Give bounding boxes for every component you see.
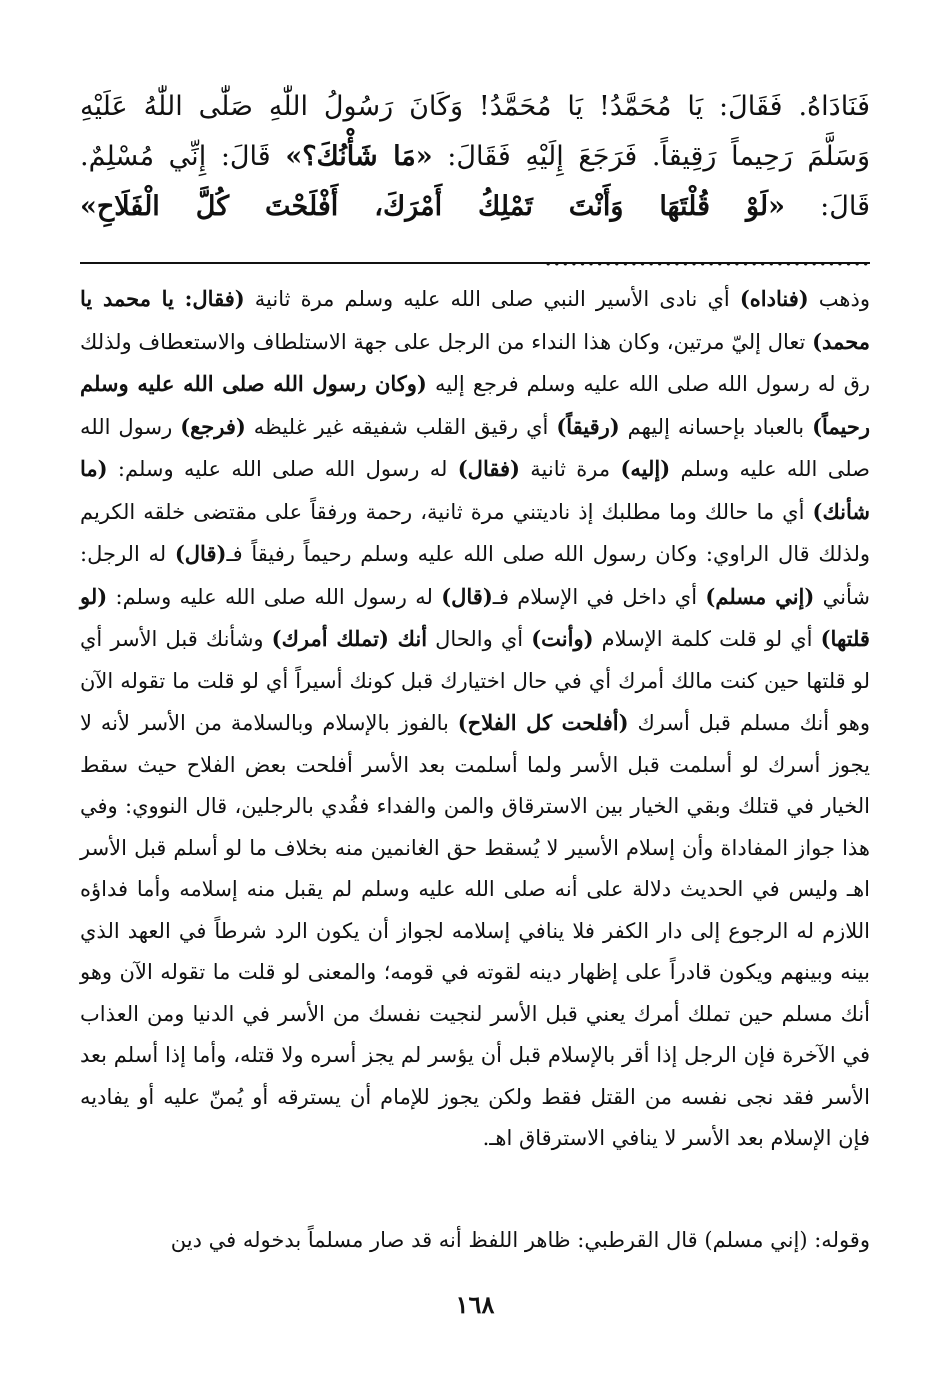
commentary-quoted: (إني مسلم) <box>705 583 815 609</box>
hadith-bold-segment: «مَا شَأْنُكَ؟» <box>285 141 433 172</box>
hadith-continuation-dots: ...................................... <box>543 241 870 272</box>
commentary-quoted: (وكان رسول الله صلى الله عليه وسلم رحيماً) <box>80 371 871 439</box>
commentary-quoted: (فناداه) <box>739 286 809 311</box>
commentary-quoted: (وأنت) <box>531 626 594 651</box>
commentary-segment: وشأنك قبل الأسر أي لو قلتها حين كنت مالك أمرك أي في حال اختيارك قبل كونك أسيراً أي لو قلت ما تقوله الآن وهو أنك مسلم قبل أسرك <box>80 627 871 735</box>
hadith-segment: قَالَ: إِنِّي مُسْلِمٌ. قَالَ: <box>80 141 870 222</box>
hadith-text <box>80 82 870 282</box>
commentary-segment: أي نادى الأسير النبي صلى الله عليه وسلم مرة ثانية <box>244 287 740 311</box>
commentary-segment: أي رقيق القلب شفيقه غير غليظه <box>245 414 557 439</box>
commentary-quoted: (قال) <box>174 541 227 566</box>
commentary-quoted: (فقال) <box>457 456 520 481</box>
hadith-segment: فَنَادَاهُ. فَقَالَ: يَا مُحَمَّدُ! يَا مُحَمَّدُ! وَكَانَ رَسُولُ اللّٰهِ صَلّٰى اللّٰهُ عَلَيْهِ وَسَلَّمَ رَحِيماً رَقِيقاً. فَرَجَعَ إِلَيْهِ فَقَالَ: <box>80 91 871 172</box>
commentary-segment: له رسول الله صلى الله عليه وسلم: <box>107 584 442 609</box>
commentary-quoted: (قال) <box>441 583 493 609</box>
commentary-segment: أي ما حالك وما مطلبك إذ ناديتني مرة ثانية، رحمة ورفقاً على مقتضى خلقه الكريم ولذلك قال الراوي: وكان رسول الله صلى الله عليه وسلم رحيماً رفيقاً فـ <box>80 499 870 566</box>
commentary-quoted: (أفلحت كل الفلاح) <box>457 710 629 735</box>
commentary-segment: أي لو قلت كلمة الإسلام <box>593 627 821 651</box>
page-number: ١٦٨ <box>455 1290 495 1319</box>
commentary-segment: له الرجل: شأني <box>80 542 870 609</box>
commentary-text <box>80 278 870 1160</box>
commentary-continuation: وقوله: (إني مسلم) قال القرطبي: ظاهر اللفظ أنه قد صار مسلماً بدخوله في دين <box>170 1228 870 1252</box>
commentary-segment: تعال إليّ مرتين، وكان هذا النداء من الرجل على جهة الاستلطاف والاستعطاف ولذلك رق له رسول الله صلى الله عليه وسلم فرجع إليه <box>80 329 870 396</box>
footnote-divider <box>80 262 870 264</box>
commentary-segment: وذهب <box>808 287 870 311</box>
commentary-segment: مرة ثانية <box>519 457 621 481</box>
commentary-segment: له رسول الله صلى الله عليه وسلم: <box>107 457 458 481</box>
commentary-quoted: (فرجع) <box>180 413 246 439</box>
commentary-quoted: (ما شأنك) <box>80 456 871 524</box>
commentary-segment: رسول الله صلى الله عليه وسلم <box>80 414 870 481</box>
commentary-segment: بالعباد بإحسانه إليهم <box>619 414 813 439</box>
commentary-quoted: (فقال: يا محمد يا محمد) <box>80 286 870 354</box>
commentary-segment: بالفوز بالإسلام وبالسلامة من الأسر لأنه لا يجوز أسرك لو أسلمت قبل الأسر ولما أسلمت بعد الأسر أفلحت بعض الفلاح حيث سقط الخيار في قتلك وبقي الخيار بين الاسترقاق والمن والفداء ففُدي بالرجلين، قال النووي: وفي هذا جواز المفاداة وأن إسلام الأسير لا يُسقط حق الغانمين منه بخلاف ما لو أسلم قبل الأسر اهـ وليس في الحديث دلالة على أنه صلى الله عليه وسلم لم يقبل منه إسلامه وأما فداؤه اللازم له الرجوع إلى دار الكفر فلا ينافي إسلامه لجواز أن يكون الرد شرطاً في العهد الذي بينه وبينهم ويكون قادراً على إظهار دينه لقوته في قومه؛ والمعنى لو قلت ما تقوله الآن وهو أنك مسلم حين تملك أمرك يعني قبل الأسر لنجيت نفسك من الأسر في الدنيا ومن العذاب في الآخرة فإن الرجل إذا أقر بالإسلام قبل أن يؤسر لم يجز أسره ولا قتله، وأما إذا أسلم بعد الأسر فقد نجى نفسه من القتل فقط ولكن يجوز للإمام أن يسترقه أو يُمنّ عليه أو يفاديه فإن الإسلام بعد الأسر لا ينافي الاسترقاق اهـ. <box>80 711 870 1150</box>
commentary-quoted: أنك (تملك أمرك) <box>271 626 428 651</box>
commentary-quoted: (لو قلتها) <box>80 583 870 651</box>
commentary-quoted: (رقيقاً) <box>556 413 620 439</box>
hadith-bold-segment: «لَوْ قُلْتَهَا وَأَنْتَ تَمْلِكُ أَمْرَكَ، أَفْلَحْتَ كُلَّ الْفَلَاحِ» <box>80 191 785 222</box>
commentary-segment: أي داخل في الإسلام فـ <box>492 584 706 609</box>
commentary-quoted: (إليه) <box>620 456 671 481</box>
commentary-segment: أي والحال <box>427 627 532 651</box>
